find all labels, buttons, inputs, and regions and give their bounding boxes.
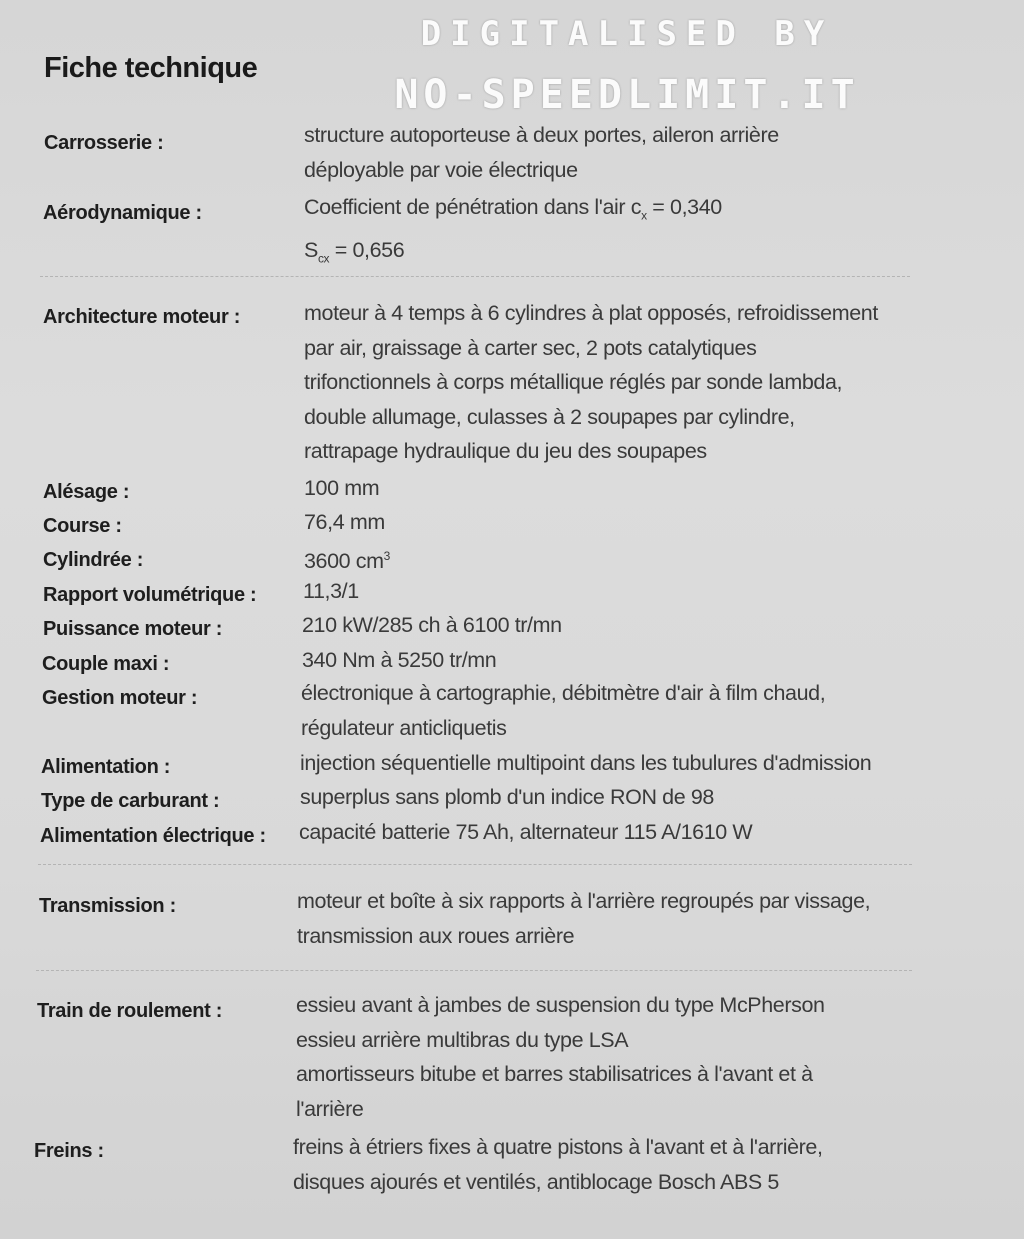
value-line: régulateur anticliquetis	[301, 715, 507, 740]
value-line: transmission aux roues arrière	[297, 923, 575, 948]
value-transmission	[297, 884, 870, 953]
value-line: essieu arrière multibras du type LSA	[296, 1027, 629, 1052]
value-line: par air, graissage à carter sec, 2 pots catalytiques	[304, 335, 757, 360]
value-line: double allumage, culasses à 2 soupapes par cylindre,	[304, 404, 795, 429]
value-line: moteur à 4 temps à 6 cylindres à plat opposés, refroidissement	[304, 301, 878, 325]
value-cylindree: 3600 $cm^3$	[304, 549, 390, 574]
label-aerodynamique: Aérodynamique :	[43, 202, 202, 224]
value-line: freins à étriers fixes à quatre pistons à l'avant et à l'arrière,	[293, 1135, 823, 1159]
value-line: structure autoporteuse à deux portes, aileron arrière	[304, 123, 779, 147]
label-alimentation-electrique: Alimentation électrique :	[40, 825, 266, 847]
value-rapport-volumetrique: 11,3/1	[303, 579, 359, 603]
label-freins: Freins :	[34, 1140, 104, 1162]
value-line: rattrapage hydraulique du jeu des soupapes	[304, 439, 707, 463]
value-couple-maxi: 340 Nm à 5250 tr/mn	[302, 648, 497, 672]
label-alimentation: Alimentation :	[41, 756, 171, 778]
value-type-carburant: superplus sans plomb d'un indice RON de 98	[300, 785, 714, 809]
value-line: électronique à cartographie, débitmètre d'air à film chaud,	[301, 681, 826, 705]
label-carrosserie: Carrosserie :	[44, 132, 164, 154]
page-title: Fiche technique	[44, 52, 258, 84]
value-line: l'arrière	[296, 1096, 364, 1121]
value-carrosserie	[304, 118, 779, 187]
value-alimentation: injection séquentielle multipoint dans les tubulures d'admission	[300, 751, 872, 775]
label-couple-maxi: Couple maxi :	[42, 653, 170, 675]
section-divider	[38, 864, 912, 865]
value-course: 76,4 mm	[304, 510, 385, 534]
label-course: Course :	[43, 515, 122, 537]
value-alesage: 100 mm	[304, 476, 380, 500]
value-aerodynamique	[304, 190, 722, 276]
value-freins	[293, 1130, 823, 1199]
label-type-carburant: Type de carburant :	[41, 790, 220, 812]
value-line: Coefficient de pénétration dans l'air $c_x = 0,340$	[304, 195, 722, 223]
label-cylindree: Cylindrée :	[43, 549, 144, 571]
label-rapport-volumetrique: Rapport volumétrique :	[43, 584, 257, 606]
label-architecture-moteur: Architecture moteur :	[43, 306, 241, 328]
value-line: essieu avant à jambes de suspension du type McPherson	[296, 993, 825, 1017]
value-alimentation-electrique: capacité batterie 75 Ah, alternateur 115 A/1610 W	[299, 820, 753, 844]
value-line: $S_{cx} = 0,656$	[304, 237, 405, 266]
watermark-line-2: NO-SPEEDLIMIT.IT	[394, 72, 860, 118]
value-puissance-moteur: 210 kW/285 ch à 6100 tr/mn	[302, 613, 562, 637]
value-gestion-moteur	[301, 676, 825, 745]
value-line: trifonctionnels à corps métallique réglés par sonde lambda,	[304, 370, 843, 394]
value-line: disques ajourés et ventilés, antiblocage Bosch ABS 5	[293, 1169, 779, 1194]
value-line: amortisseurs bitube et barres stabilisatrices à l'avant et à	[296, 1062, 813, 1086]
section-divider	[36, 970, 912, 971]
label-transmission: Transmission :	[39, 895, 176, 917]
watermark-line-1: DIGITALISED BY	[420, 14, 834, 54]
label-puissance-moteur: Puissance moteur :	[43, 618, 223, 640]
label-alesage: Alésage :	[43, 481, 130, 503]
value-architecture-moteur	[304, 296, 878, 469]
label-train-roulement: Train de roulement :	[37, 1000, 223, 1022]
section-divider	[40, 276, 910, 277]
value-line: moteur et boîte à six rapports à l'arrière regroupés par vissage,	[297, 889, 871, 913]
value-train-roulement	[296, 988, 825, 1126]
value-line: déployable par voie électrique	[304, 157, 578, 182]
label-gestion-moteur: Gestion moteur :	[42, 687, 198, 709]
